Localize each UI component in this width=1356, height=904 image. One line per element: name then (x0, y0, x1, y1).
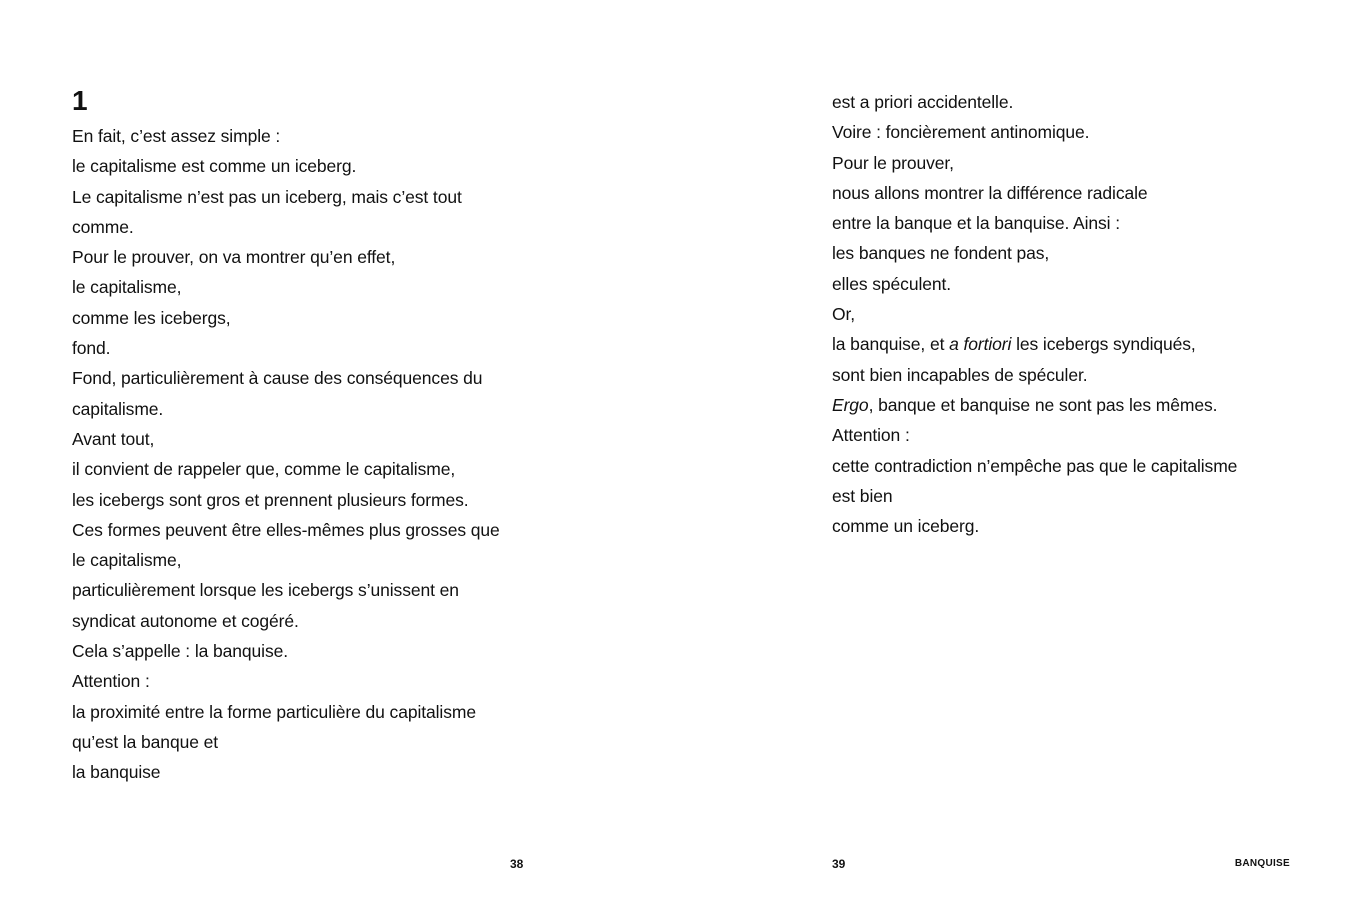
text-line: les banques ne fondent pas, (832, 243, 1050, 264)
text-line: entre la banque et la banquise. Ainsi : (832, 213, 1120, 234)
page-number-left: 38 (510, 857, 524, 871)
text-line: le capitalisme est comme un iceberg. (72, 156, 357, 177)
text-line: Cela s’appelle : la banquise. (72, 641, 288, 662)
text-fragment: , banque et banquise ne sont pas les mêmes. (868, 394, 1218, 415)
text-line: capitalisme. (72, 398, 164, 419)
text-line: Fond, particulièrement à cause des conséquences du (72, 368, 483, 389)
running-title: BANQUISE (1234, 858, 1290, 869)
text-line: Avant tout, (72, 428, 155, 449)
text-line: qu’est la banque et (72, 731, 218, 752)
text-line: comme les icebergs, (72, 307, 231, 328)
text-line: Pour le prouver, (832, 152, 954, 173)
text-line: Pour le prouver, on va montrer qu’en effet, (72, 247, 396, 268)
italic-phrase: a fortiori (949, 334, 1012, 355)
left-body-text (72, 121, 542, 788)
italic-phrase: Ergo (832, 394, 869, 415)
right-body-text (832, 87, 1302, 541)
text-line: la banquise (72, 762, 161, 783)
text-line: la proximité entre la forme particulière du capitalisme (72, 701, 476, 722)
text-line: comme. (72, 216, 134, 237)
page-number-right: 39 (832, 857, 846, 871)
text-line: le capitalisme, (72, 277, 182, 298)
text-line: elles spéculent. (832, 273, 952, 294)
text-line: le capitalisme, (72, 550, 182, 571)
text-line: est bien (832, 485, 893, 506)
text-line: cette contradiction n’empêche pas que le capitalisme (832, 455, 1238, 476)
text-line: Voire : foncièrement antinomique. (832, 122, 1090, 143)
text-line: nous allons montrer la différence radicale (832, 182, 1148, 203)
text-line: Or, (832, 304, 856, 325)
text-fragment: les icebergs syndiqués, (1011, 334, 1196, 355)
text-line: les icebergs sont gros et prennent plusieurs formes. (72, 489, 469, 510)
text-line: Attention : (832, 425, 910, 446)
text-fragment: la banquise, et (832, 334, 950, 355)
text-line: fond. (72, 338, 111, 359)
text-line: Le capitalisme n’est pas un iceberg, mais c’est tout (72, 186, 462, 207)
text-line: En fait, c’est assez simple : (72, 126, 281, 146)
text-line: est a priori accidentelle. (832, 92, 1014, 112)
text-line: syndicat autonome et cogéré. (72, 610, 299, 631)
chapter-number: 1 (72, 85, 88, 116)
text-line-fortiori (832, 329, 1302, 359)
text-line: il convient de rappeler que, comme le capitalisme, (72, 459, 456, 480)
text-line: sont bien incapables de spéculer. (832, 364, 1088, 385)
text-line: comme un iceberg. (832, 516, 980, 537)
right-page (678, 0, 1356, 904)
text-line: Attention : (72, 671, 150, 692)
text-line: Ces formes peuvent être elles-mêmes plus grosses que (72, 519, 500, 540)
text-line-ergo (832, 390, 1302, 420)
text-line: particulièrement lorsque les icebergs s’unissent en (72, 580, 459, 601)
